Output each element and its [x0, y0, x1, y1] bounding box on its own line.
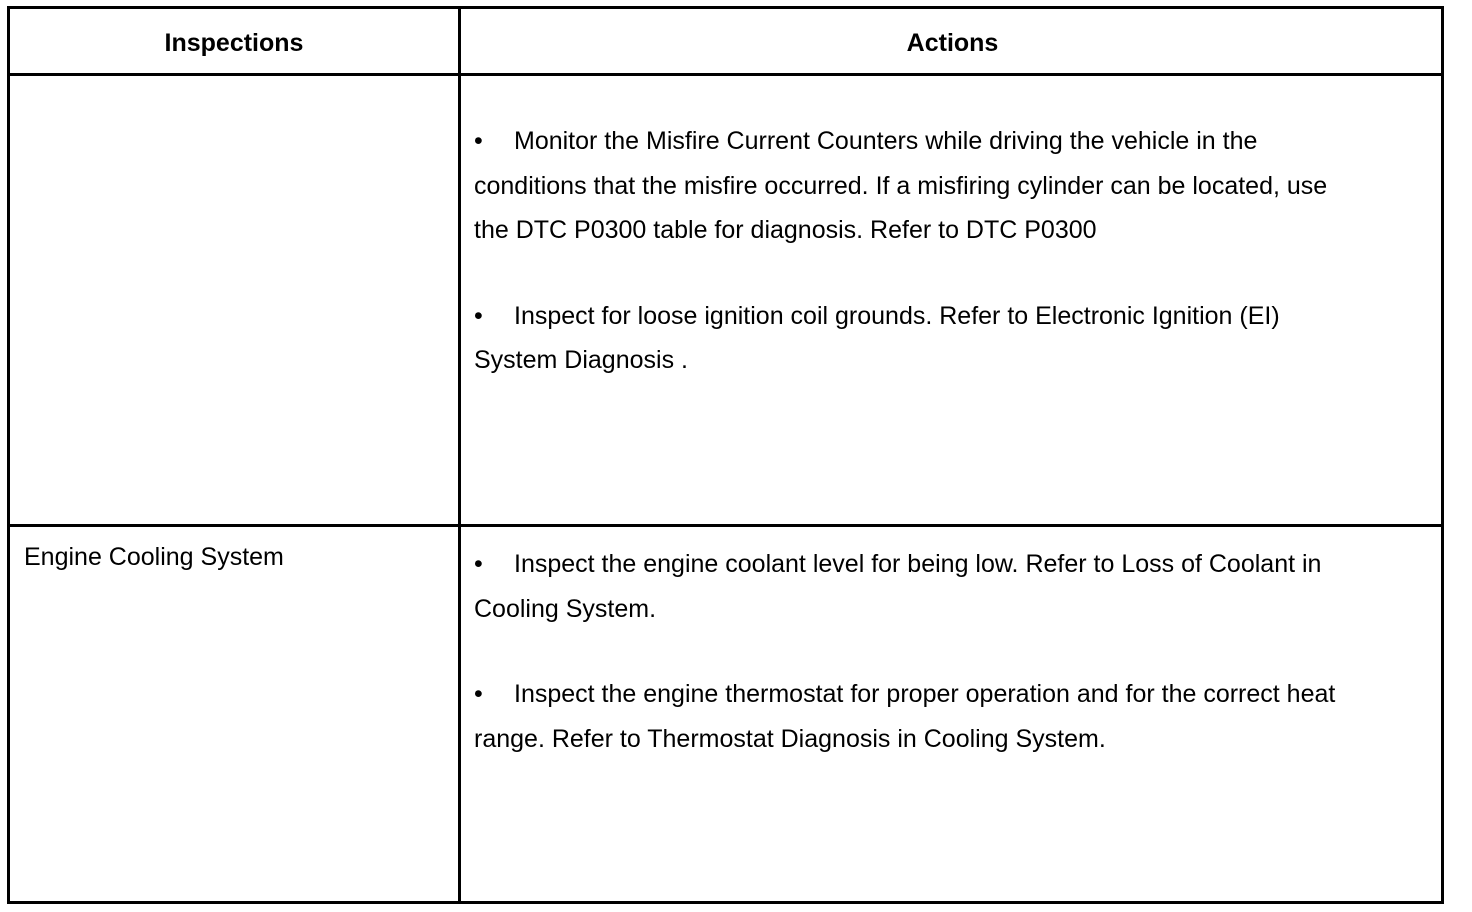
inspections-table: [7, 6, 1444, 904]
bullet-icon: •: [474, 127, 483, 155]
row-divider: [10, 524, 1441, 527]
action-text: Inspect for loose ignition coil grounds. Refer to Electronic Ignition (EI) System Diagnosis .: [474, 301, 1280, 374]
bullet-icon: •: [474, 301, 483, 330]
action-item: [474, 672, 1354, 761]
action-item: [474, 542, 1354, 631]
action-item: [474, 294, 1354, 383]
action-item: [474, 119, 1354, 253]
table-row-2-actions: [474, 542, 1354, 802]
action-text: Inspect the engine thermostat for proper operation and for the correct heat range. Refer to Thermostat Diagnosis in Cooling System.: [474, 680, 1336, 753]
action-text: Monitor the Misfire Current Counters while driving the vehicle in the conditions that the misfire occurred. If a misfiring cylinder can be located, use the DTC P0300 table for diagnosis. Refer to DTC P0300: [474, 127, 1328, 244]
header-row-divider: [10, 73, 1441, 76]
bullet-icon: •: [474, 550, 483, 578]
column-header-inspections: Inspections: [164, 29, 304, 57]
bullet-icon: •: [474, 680, 483, 708]
column-header-actions: Actions: [906, 29, 999, 57]
table-row-2-inspection: Engine Cooling System: [24, 543, 284, 571]
column-divider: [458, 9, 461, 901]
action-text: Inspect the engine coolant level for being low. Refer to Loss of Coolant in Cooling System.: [474, 550, 1322, 623]
table-row-1-actions: [474, 119, 1354, 424]
